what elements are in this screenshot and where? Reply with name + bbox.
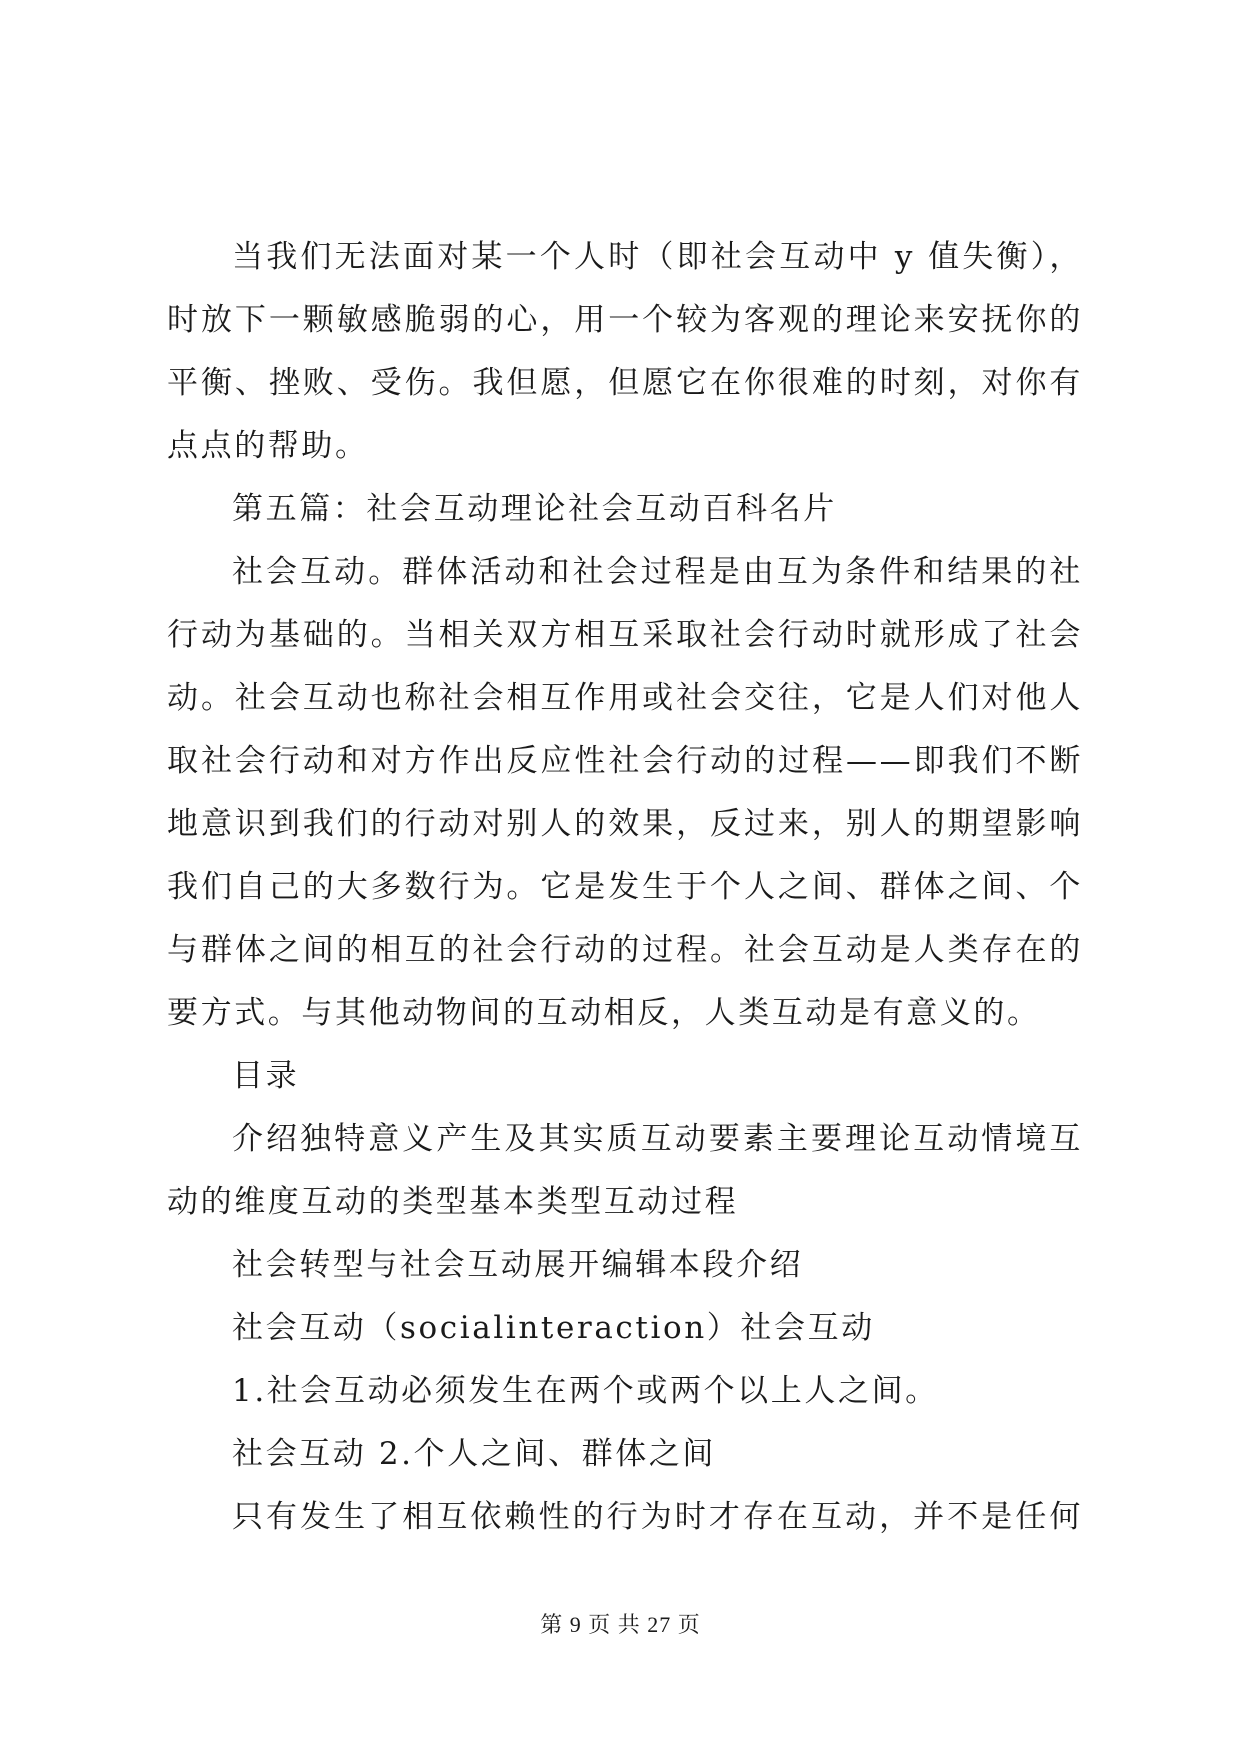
page-number-footer: 第 9 页 共 27 页 (540, 1612, 701, 1637)
section-heading: 第五篇：社会互动理论社会互动百科名片 (232, 491, 837, 527)
text-line: 取社会行动和对方作出反应性社会行动的过程——即我们不断 (167, 743, 1083, 779)
text-line: 介绍独特意义产生及其实质互动要素主要理论互动情境互 (232, 1121, 1083, 1157)
text-line: 地意识到我们的行动对别人的效果，反过来，别人的期望影响 (167, 806, 1083, 842)
text-line: 与群体之间的相互的社会行动的过程。社会互动是人类存在的 (167, 932, 1083, 968)
document-body (167, 226, 1083, 1549)
text-line: 社会转型与社会互动展开编辑本段介绍 (232, 1247, 804, 1283)
text-line: 社会互动。群体活动和社会过程是由互为条件和结果的社 (232, 554, 1083, 590)
toc-heading: 目录 (232, 1058, 300, 1094)
text-line: 时放下一颗敏感脆弱的心，用一个较为客观的理论来安抚你的 (167, 302, 1083, 338)
text-line: 点点的帮助。 (167, 428, 369, 464)
text-line: 动的维度互动的类型基本类型互动过程 (167, 1184, 739, 1220)
text-line: 动。社会互动也称社会相互作用或社会交往，它是人们对他人 (167, 680, 1083, 716)
text-line: 社会互动（socialinteraction）社会互动 (232, 1310, 875, 1346)
text-line: 当我们无法面对某一个人时（即社会互动中 y 值失衡）， (232, 239, 1083, 275)
text-line: 社会互动 2.个人之间、群体之间 (232, 1436, 717, 1472)
text-line: 要方式。与其他动物间的互动相反，人类互动是有意义的。 (167, 995, 1041, 1031)
text-line: 1.社会互动必须发生在两个或两个以上人之间。 (232, 1373, 939, 1409)
text-line: 只有发生了相互依赖性的行为时才存在互动，并不是任何 (232, 1499, 1083, 1535)
text-line: 我们自己的大多数行为。它是发生于个人之间、群体之间、个 (167, 869, 1083, 905)
text-line: 平衡、挫败、受伤。我但愿，但愿它在你很难的时刻，对你有 (167, 365, 1083, 401)
text-line: 行动为基础的。当相关双方相互采取社会行动时就形成了社会 (167, 617, 1083, 653)
